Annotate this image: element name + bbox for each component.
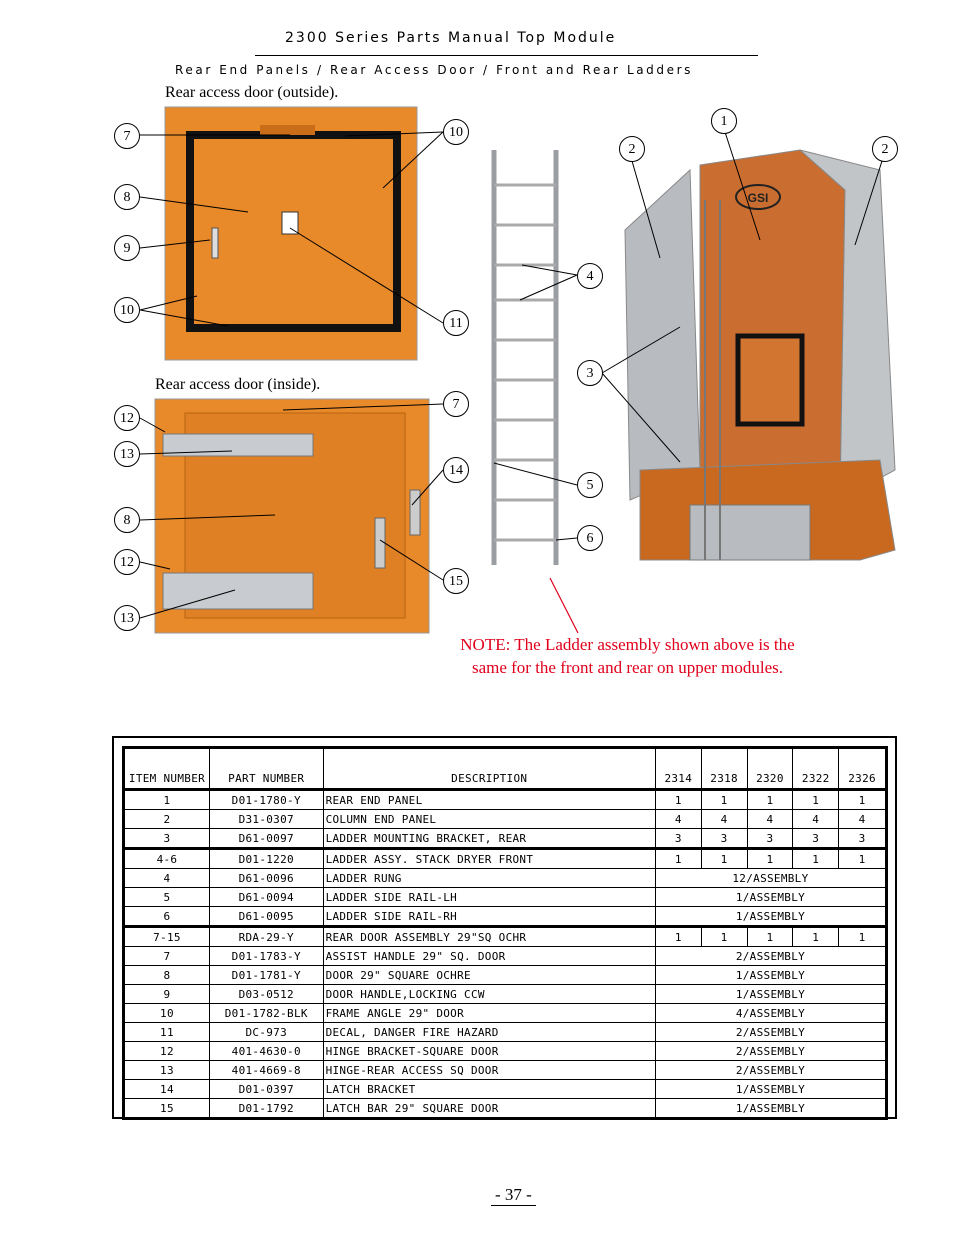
quantity-cell: 1: [655, 849, 701, 869]
quantity-cell: 1: [701, 927, 747, 947]
item-number-cell: 13: [124, 1061, 210, 1080]
quantity-cell: 2/ASSEMBLY: [655, 947, 886, 966]
description-cell: DOOR HANDLE,LOCKING CCW: [323, 985, 655, 1004]
part-number-cell: D61-0095: [209, 907, 323, 927]
callout-14: 14: [443, 457, 469, 483]
gsi-logo: GSI: [747, 191, 769, 205]
description-cell: HINGE-REAR ACCESS SQ DOOR: [323, 1061, 655, 1080]
quantity-cell: 1/ASSEMBLY: [655, 966, 886, 985]
table-row: [124, 869, 887, 888]
table-row: [124, 985, 887, 1004]
item-number-cell: 5: [124, 888, 210, 907]
quantity-cell: 1/ASSEMBLY: [655, 888, 886, 907]
quantity-cell: 1: [839, 849, 887, 869]
col-model: 2318: [701, 748, 747, 790]
part-number-cell: D01-1783-Y: [209, 947, 323, 966]
page-number: - 37 -: [491, 1185, 536, 1206]
quantity-cell: 4: [655, 810, 701, 829]
table-row: [124, 907, 887, 927]
callout-5: 5: [577, 472, 603, 498]
part-number-cell: 401-4669-8: [209, 1061, 323, 1080]
part-number-cell: RDA-29-Y: [209, 927, 323, 947]
part-number-cell: D01-1792: [209, 1099, 323, 1119]
quantity-cell: 3: [701, 829, 747, 849]
col-model: 2326: [839, 748, 887, 790]
quantity-cell: 4: [839, 810, 887, 829]
item-number-cell: 4: [124, 869, 210, 888]
quantity-cell: 1/ASSEMBLY: [655, 907, 886, 927]
item-number-cell: 4-6: [124, 849, 210, 869]
callout-15: 15: [443, 568, 469, 594]
callout-12: 12: [114, 405, 140, 431]
description-cell: LADDER ASSY. STACK DRYER FRONT: [323, 849, 655, 869]
quantity-cell: 3: [839, 829, 887, 849]
description-cell: LADDER SIDE RAIL-RH: [323, 907, 655, 927]
callout-1: 1: [711, 108, 737, 134]
description-cell: REAR DOOR ASSEMBLY 29"SQ OCHR: [323, 927, 655, 947]
quantity-cell: 1: [701, 790, 747, 810]
description-cell: LADDER RUNG: [323, 869, 655, 888]
part-number-cell: D61-0097: [209, 829, 323, 849]
quantity-cell: 1: [747, 927, 793, 947]
quantity-cell: 1: [747, 790, 793, 810]
part-number-cell: D01-1782-BLK: [209, 1004, 323, 1023]
quantity-cell: 4: [701, 810, 747, 829]
quantity-cell: 1/ASSEMBLY: [655, 1099, 886, 1119]
table-row: [124, 810, 887, 829]
ladder-note: NOTE: The Ladder assembly shown above is the same for the front and rear on upper modules.: [460, 635, 795, 677]
door-outside-image: [165, 107, 417, 360]
quantity-cell: 2/ASSEMBLY: [655, 1042, 886, 1061]
table-row: [124, 1023, 887, 1042]
table-row: [124, 888, 887, 907]
callout-3: 3: [577, 360, 603, 386]
item-number-cell: 11: [124, 1023, 210, 1042]
item-number-cell: 3: [124, 829, 210, 849]
table-row: [124, 966, 887, 985]
quantity-cell: 1/ASSEMBLY: [655, 985, 886, 1004]
quantity-cell: 3: [793, 829, 839, 849]
part-number-cell: D01-0397: [209, 1080, 323, 1099]
part-number-cell: D61-0094: [209, 888, 323, 907]
table-row: [124, 1099, 887, 1119]
description-cell: REAR END PANEL: [323, 790, 655, 810]
quantity-cell: 1: [747, 849, 793, 869]
quantity-cell: 12/ASSEMBLY: [655, 869, 886, 888]
callout-12: 12: [114, 549, 140, 575]
quantity-cell: 1: [793, 927, 839, 947]
quantity-cell: 1: [655, 790, 701, 810]
col-model: 2314: [655, 748, 701, 790]
part-number-cell: 401-4630-0: [209, 1042, 323, 1061]
quantity-cell: 4/ASSEMBLY: [655, 1004, 886, 1023]
quantity-cell: 3: [747, 829, 793, 849]
quantity-cell: 1: [701, 849, 747, 869]
door-inside-image: [155, 399, 429, 633]
description-cell: DOOR 29" SQUARE OCHRE: [323, 966, 655, 985]
callout-8: 8: [114, 507, 140, 533]
item-number-cell: 8: [124, 966, 210, 985]
callout-2: 2: [872, 136, 898, 162]
col-model: 2320: [747, 748, 793, 790]
table-row: [124, 829, 887, 849]
table-header-row: [124, 748, 887, 790]
callout-11: 11: [443, 310, 469, 336]
quantity-cell: 1: [839, 790, 887, 810]
ladder-image: [494, 150, 556, 565]
callout-6: 6: [577, 525, 603, 551]
part-number-cell: D61-0096: [209, 869, 323, 888]
description-cell: FRAME ANGLE 29" DOOR: [323, 1004, 655, 1023]
part-number-cell: D31-0307: [209, 810, 323, 829]
table-row: [124, 1080, 887, 1099]
callout-7: 7: [443, 391, 469, 417]
col-description: DESCRIPTION: [323, 748, 655, 790]
table-row: [124, 1061, 887, 1080]
table-row: [124, 790, 887, 810]
part-number-cell: D03-0512: [209, 985, 323, 1004]
callout-2: 2: [619, 136, 645, 162]
description-cell: LATCH BRACKET: [323, 1080, 655, 1099]
callout-7: 7: [114, 123, 140, 149]
part-number-cell: D01-1220: [209, 849, 323, 869]
table-row: [124, 1042, 887, 1061]
quantity-cell: 1: [793, 849, 839, 869]
quantity-cell: 1: [655, 927, 701, 947]
quantity-cell: 2/ASSEMBLY: [655, 1061, 886, 1080]
description-cell: DECAL, DANGER FIRE HAZARD: [323, 1023, 655, 1042]
col-model: 2322: [793, 748, 839, 790]
caption-inside: Rear access door (inside).: [155, 376, 321, 393]
description-cell: LADDER SIDE RAIL-LH: [323, 888, 655, 907]
item-number-cell: 15: [124, 1099, 210, 1119]
part-number-cell: D01-1781-Y: [209, 966, 323, 985]
quantity-cell: 4: [793, 810, 839, 829]
quantity-cell: 1: [839, 927, 887, 947]
quantity-cell: 1: [793, 790, 839, 810]
table-row: [124, 1004, 887, 1023]
parts-table: [122, 746, 888, 1120]
item-number-cell: 1: [124, 790, 210, 810]
table-row: [124, 947, 887, 966]
description-cell: ASSIST HANDLE 29" SQ. DOOR: [323, 947, 655, 966]
table-row: [124, 849, 887, 869]
part-number-cell: DC-973: [209, 1023, 323, 1042]
table-row: [124, 927, 887, 947]
part-number-cell: D01-1780-Y: [209, 790, 323, 810]
item-number-cell: 12: [124, 1042, 210, 1061]
callout-4: 4: [577, 263, 603, 289]
callout-13: 13: [114, 441, 140, 467]
callout-13: 13: [114, 605, 140, 631]
quantity-cell: 2/ASSEMBLY: [655, 1023, 886, 1042]
item-number-cell: 7-15: [124, 927, 210, 947]
callout-10: 10: [443, 119, 469, 145]
item-number-cell: 6: [124, 907, 210, 927]
callout-8: 8: [114, 184, 140, 210]
description-cell: COLUMN END PANEL: [323, 810, 655, 829]
item-number-cell: 9: [124, 985, 210, 1004]
item-number-cell: 14: [124, 1080, 210, 1099]
dryer-module-image: [625, 150, 895, 560]
quantity-cell: 3: [655, 829, 701, 849]
callout-9: 9: [114, 235, 140, 261]
quantity-cell: 1/ASSEMBLY: [655, 1080, 886, 1099]
description-cell: LADDER MOUNTING BRACKET, REAR: [323, 829, 655, 849]
section-subtitle: Rear End Panels / Rear Access Door / Front and Rear Ladders: [175, 63, 693, 77]
quantity-cell: 4: [747, 810, 793, 829]
manual-title: 2300 Series Parts Manual Top Module: [285, 30, 617, 46]
description-cell: HINGE BRACKET-SQUARE DOOR: [323, 1042, 655, 1061]
callout-10: 10: [114, 297, 140, 323]
item-number-cell: 7: [124, 947, 210, 966]
col-item-number: ITEM NUMBER: [124, 748, 210, 790]
col-part-number: PART NUMBER: [209, 748, 323, 790]
item-number-cell: 2: [124, 810, 210, 829]
item-number-cell: 10: [124, 1004, 210, 1023]
description-cell: LATCH BAR 29" SQUARE DOOR: [323, 1099, 655, 1119]
caption-outside: Rear access door (outside).: [165, 84, 339, 101]
